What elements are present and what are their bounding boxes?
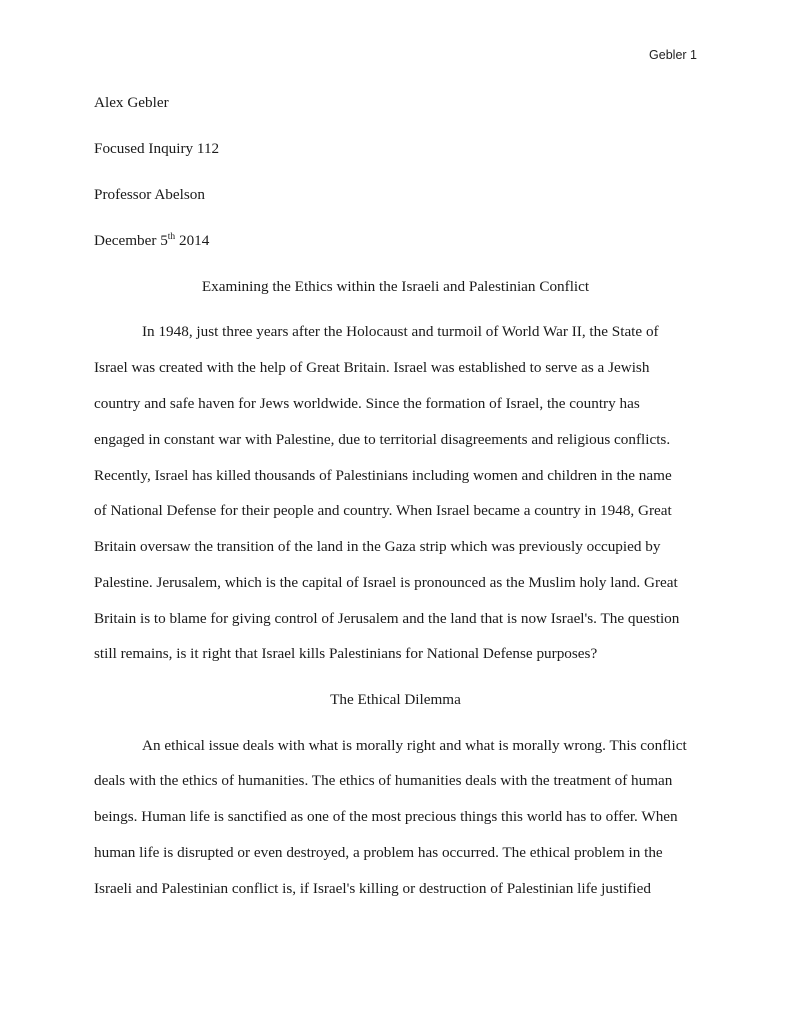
date-superscript: th	[167, 231, 176, 242]
essay-title: Examining the Ethics within the Israeli and Palestinian Conflict	[201, 278, 590, 295]
paragraph-line: beings. Human life is sanctified as one of the most precious things this world has to offer. When	[94, 808, 678, 825]
paragraph-line: of National Defense for their people and country. When Israel became a country in 1948, Great	[94, 502, 672, 519]
date-line	[94, 232, 209, 250]
paragraph-line: Israel was created with the help of Great Britain. Israel was established to serve as a Jewish	[94, 359, 650, 376]
paragraph-line: Britain oversaw the transition of the land in the Gaza strip which was previously occupied by	[94, 538, 661, 555]
paragraph-line: still remains, is it right that Israel kills Palestinians for National Defense purposes?	[94, 645, 598, 662]
paragraph-line: human life is disrupted or even destroyed, a problem has occurred. The ethical problem in the	[94, 844, 663, 861]
section-heading: The Ethical Dilemma	[330, 691, 461, 708]
paragraph-line: deals with the ethics of humanities. The ethics of humanities deals with the treatment of human	[94, 772, 673, 789]
date-suffix: 2014	[175, 232, 210, 249]
author-name: Alex Gebler	[94, 94, 169, 111]
page-header: Gebler 1	[649, 48, 697, 62]
paragraph-line: Britain is to blame for giving control of Jerusalem and the land that is now Israel's. The question	[94, 610, 680, 627]
paragraph-line: Israeli and Palestinian conflict is, if Israel's killing or destruction of Palestinian life justified	[94, 880, 651, 897]
professor-name: Professor Abelson	[94, 186, 205, 203]
paragraph-line: In 1948, just three years after the Holocaust and turmoil of World War II, the State of	[142, 323, 659, 340]
paragraph-line: Recently, Israel has killed thousands of Palestinians including women and children in the name	[94, 467, 672, 484]
paragraph-line: Palestine. Jerusalem, which is the capital of Israel is pronounced as the Muslim holy land. Great	[94, 574, 678, 591]
date-prefix: December 5	[94, 232, 168, 249]
paragraph-line: country and safe haven for Jews worldwide. Since the formation of Israel, the country has	[94, 395, 640, 412]
course-name: Focused Inquiry 112	[94, 140, 220, 157]
paragraph-line: An ethical issue deals with what is morally right and what is morally wrong. This conflict	[142, 737, 687, 754]
paragraph-line: engaged in constant war with Palestine, due to territorial disagreements and religious conflicts.	[94, 431, 671, 448]
